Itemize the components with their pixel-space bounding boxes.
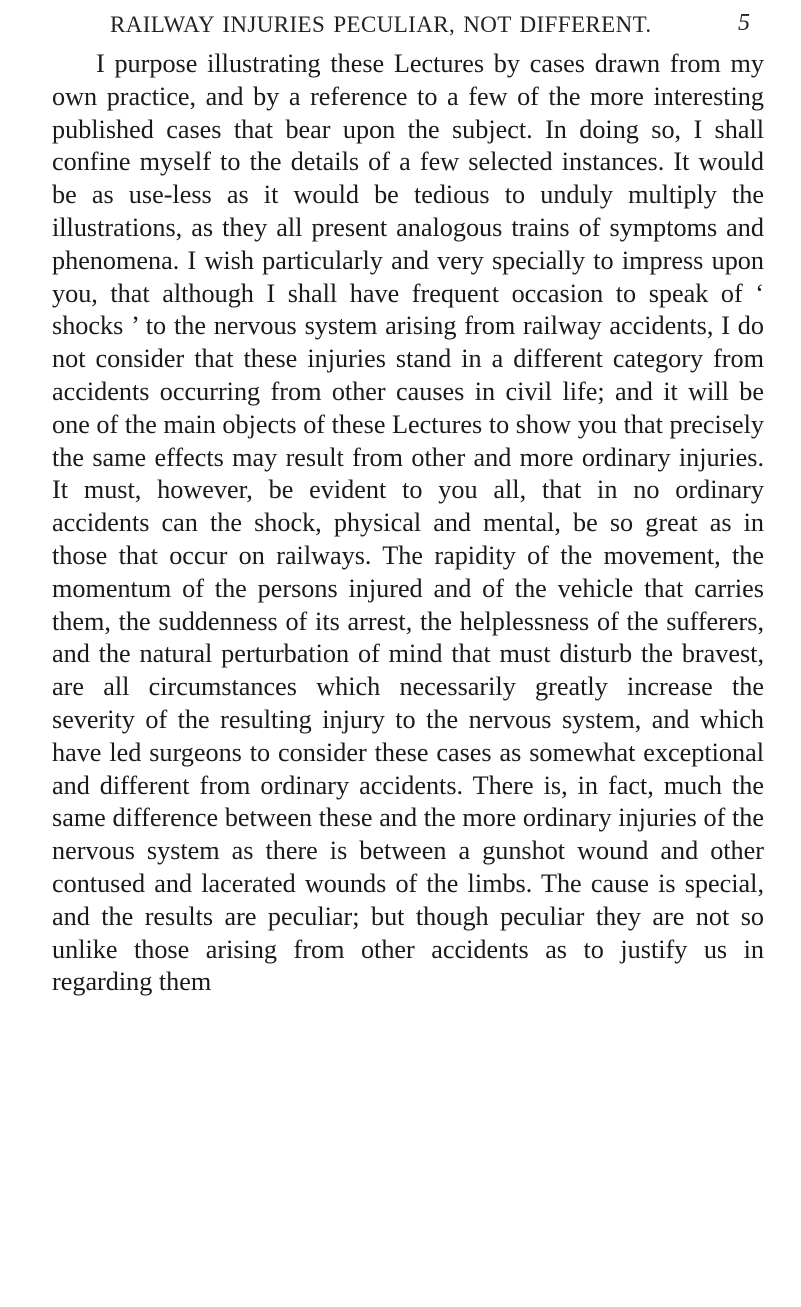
running-head [110, 6, 750, 42]
running-title: RAILWAY INJURIES PECULIAR, NOT DIFFERENT. [110, 12, 652, 37]
page-number: 5 [738, 10, 750, 36]
body-paragraph: I purpose illustrating these Lectures by cases drawn from my own practice, and by a reference to a few of the more interesting published cases that bear upon the subject. In doing so, I shall confine myself to the details of a few selected instances. It would be as use-less as it would be tedious to unduly multiply the illustrations, as they all present analogous trains of symptoms and phenomena. I wish particularly and very specially to impress upon you, that although I shall have frequent occasion to speak of ‘ shocks ’ to the nervous system arising from railway accidents, I do not consider that these injuries stand in a different category from accidents occurring from other causes in civil life; and it will be one of the main objects of these Lectures to show you that precisely the same effects may result from other and more ordinary injuries. It must, however, be evident to you all, that in no ordinary accidents can the shock, physical and mental, be so great as in those that occur on railways. The rapidity of the movement, the momentum of the persons injured and of the vehicle that carries them, the suddenness of its arrest, the helplessness of the sufferers, and the natural perturbation of mind that must disturb the bravest, are all circumstances which necessarily greatly increase the severity of the resulting injury to the nervous system, and which have led surgeons to consider these cases as somewhat exceptional and different from ordinary accidents. There is, in fact, much the same difference between these and the more ordinary injuries of the nervous system as there is between a gunshot wound and other contused and lacerated wounds of the limbs. The cause is special, and the results are peculiar; but though peculiar they are not so unlike those arising from other accidents as to justify us in regarding them [52, 49, 764, 997]
